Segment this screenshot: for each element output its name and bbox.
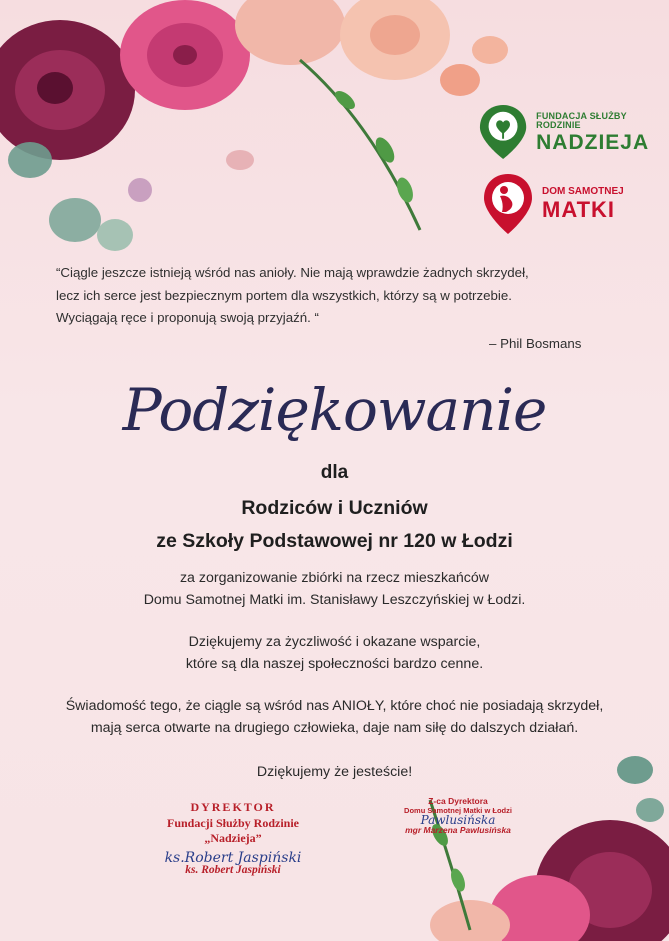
paragraph-reason bbox=[0, 567, 669, 611]
quote-line: Wyciągają ręce i proponują swoją przyjaźń. “ bbox=[56, 310, 319, 325]
paragraph-line: mają serca otwarte na drugiego człowieka, daje nam siłę do dalszych działań. bbox=[90, 720, 579, 736]
logo-fundacja-big-text: NADZIEJA bbox=[536, 130, 650, 154]
quote-author: – Phil Bosmans bbox=[489, 336, 582, 351]
quote-line: “Ciągle jeszcze istnieją wśród nas anioły. Nie mają wprawdzie żadnych skrzydeł, bbox=[56, 265, 529, 280]
stamp-signer-name: ks. Robert Jaspiński bbox=[185, 864, 281, 876]
stamp-org: Domu Samotnej Matki w Łodzi bbox=[404, 806, 512, 815]
stamp-org-name: „Nadzieja” bbox=[204, 831, 262, 845]
paragraph-line: za zorganizowanie zbiórki na rzecz mieszkańców bbox=[179, 570, 490, 586]
paragraph-closing: Dziękujemy że jesteście! bbox=[256, 764, 413, 780]
mother-child-pin-icon bbox=[482, 172, 534, 236]
handwritten-signature: Pawlusińska bbox=[420, 813, 496, 827]
tree-heart-pin-icon bbox=[478, 102, 528, 162]
floral-decoration-top bbox=[0, 0, 560, 270]
paragraph-line: które są dla naszej społeczności bardzo cenne. bbox=[185, 656, 484, 672]
stamp-role: Z-ca Dyrektora bbox=[428, 796, 488, 806]
title-dla: dla bbox=[320, 462, 349, 483]
logo-dom-samotnej-matki bbox=[482, 172, 624, 236]
logo-fundacja-small-text: FUNDACJA SŁUŻBY RODZINIE bbox=[536, 110, 627, 130]
stamp-role: DYREKTOR bbox=[190, 800, 276, 814]
paragraph-angels bbox=[0, 695, 669, 739]
logo-dom-big-text: MATKI bbox=[542, 197, 616, 222]
handwritten-signature: ks.Robert Jaspiński bbox=[164, 850, 302, 866]
recipients-line-2: ze Szkoły Podstawowej nr 120 w Łodzi bbox=[156, 530, 513, 552]
page-title: Podziękowanie bbox=[122, 376, 547, 444]
paragraph-line: Świadomość tego, że ciągle są wśród nas ANIOŁY, które choć nie posiadają skrzydeł, bbox=[65, 698, 604, 714]
quote-line: lecz ich serce jest bezpiecznym portem dla wszystkich, którzy są w potrzebie. bbox=[56, 287, 512, 303]
logo-dom-small-text: DOM SAMOTNEJ bbox=[542, 186, 624, 197]
stamp-signer-name: mgr Marzena Pawlusińska bbox=[405, 825, 511, 835]
paragraph-thanks bbox=[0, 631, 669, 675]
signature-stamp-director bbox=[148, 800, 318, 876]
quote-block bbox=[56, 262, 616, 330]
signature-stamp-deputy bbox=[388, 796, 528, 835]
recipients-line-1: Rodziców i Uczniów bbox=[241, 497, 428, 519]
stamp-org: Fundacji Służby Rodzinie bbox=[166, 816, 300, 830]
paragraph-line: Domu Samotnej Matki im. Stanisławy Leszczyńskiej w Łodzi. bbox=[143, 592, 526, 608]
logo-fundacja-nadzieja bbox=[478, 102, 669, 162]
paragraph-line: Dziękujemy za życzliwość i okazane wsparcie, bbox=[188, 634, 481, 650]
